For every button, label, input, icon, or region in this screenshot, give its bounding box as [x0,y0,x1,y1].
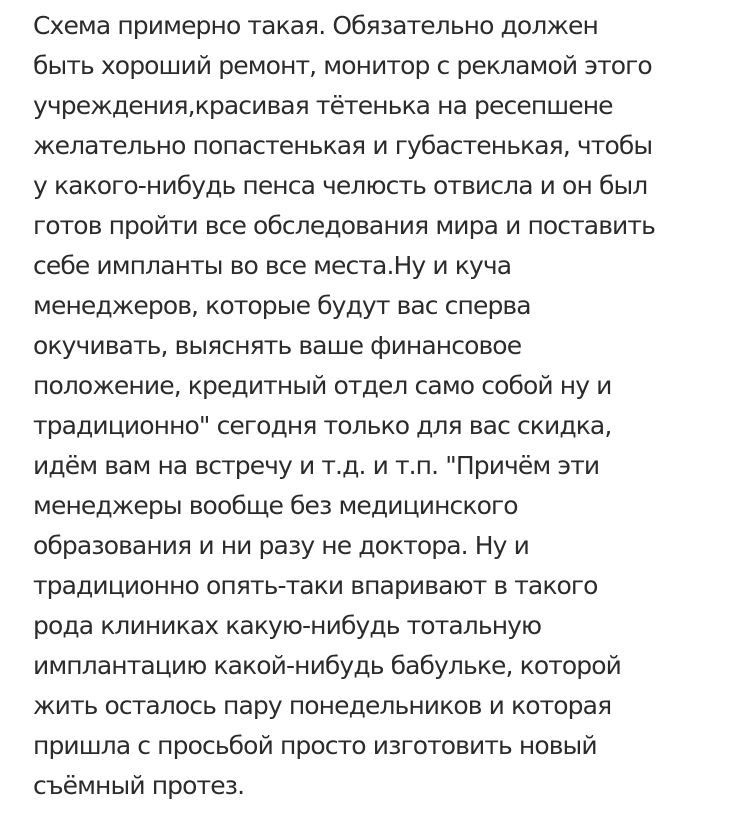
post-text [33,6,733,806]
post-text-line: положение, кредитный отдел само собой ну и [33,371,612,400]
post-text-line: у какого-нибудь пенса челюсть отвисла и он был [33,171,648,200]
post-text-line: образования и ни разу не доктора. Ну и [33,531,529,560]
post-text-line: желательно попастенькая и губастенькая, чтобы [33,131,653,160]
post-text-line: съёмный протез. [33,771,245,800]
post-text-line: пришла с просьбой просто изготовить новый [33,731,597,760]
post-text-line: жить осталось пару понедельников и которая [33,691,612,720]
post-text-line: рода клиниках какую-нибудь тотальную [33,611,542,640]
post-text-line: традиционно опять-таки впаривают в такого [33,571,598,600]
post-text-line: идём вам на встречу и т.д. и т.п. "Причём эти [33,451,600,480]
post-text-line: Схема примерно такая. Обязательно должен [33,11,598,40]
post-text-line: менеджеры вообще без медицинского [33,491,518,520]
post-text-line: окучивать, выяснять ваше финансовое [33,331,522,360]
post-text-line: учреждения,красивая тётенька на ресепшене [33,91,613,120]
post-text-line: себе импланты во все места.Ну и куча [33,251,512,280]
post-text-line: традиционно" сегодня только для вас скидка, [33,411,612,440]
post-text-line: готов пройти все обследования мира и поставить [33,211,655,240]
post-text-line: быть хороший ремонт, монитор с рекламой этого [33,51,652,80]
post-text-line: менеджеров, которые будут вас сперва [33,291,531,320]
post-text-line: имплантацию какой-нибудь бабульке, которой [33,651,621,680]
